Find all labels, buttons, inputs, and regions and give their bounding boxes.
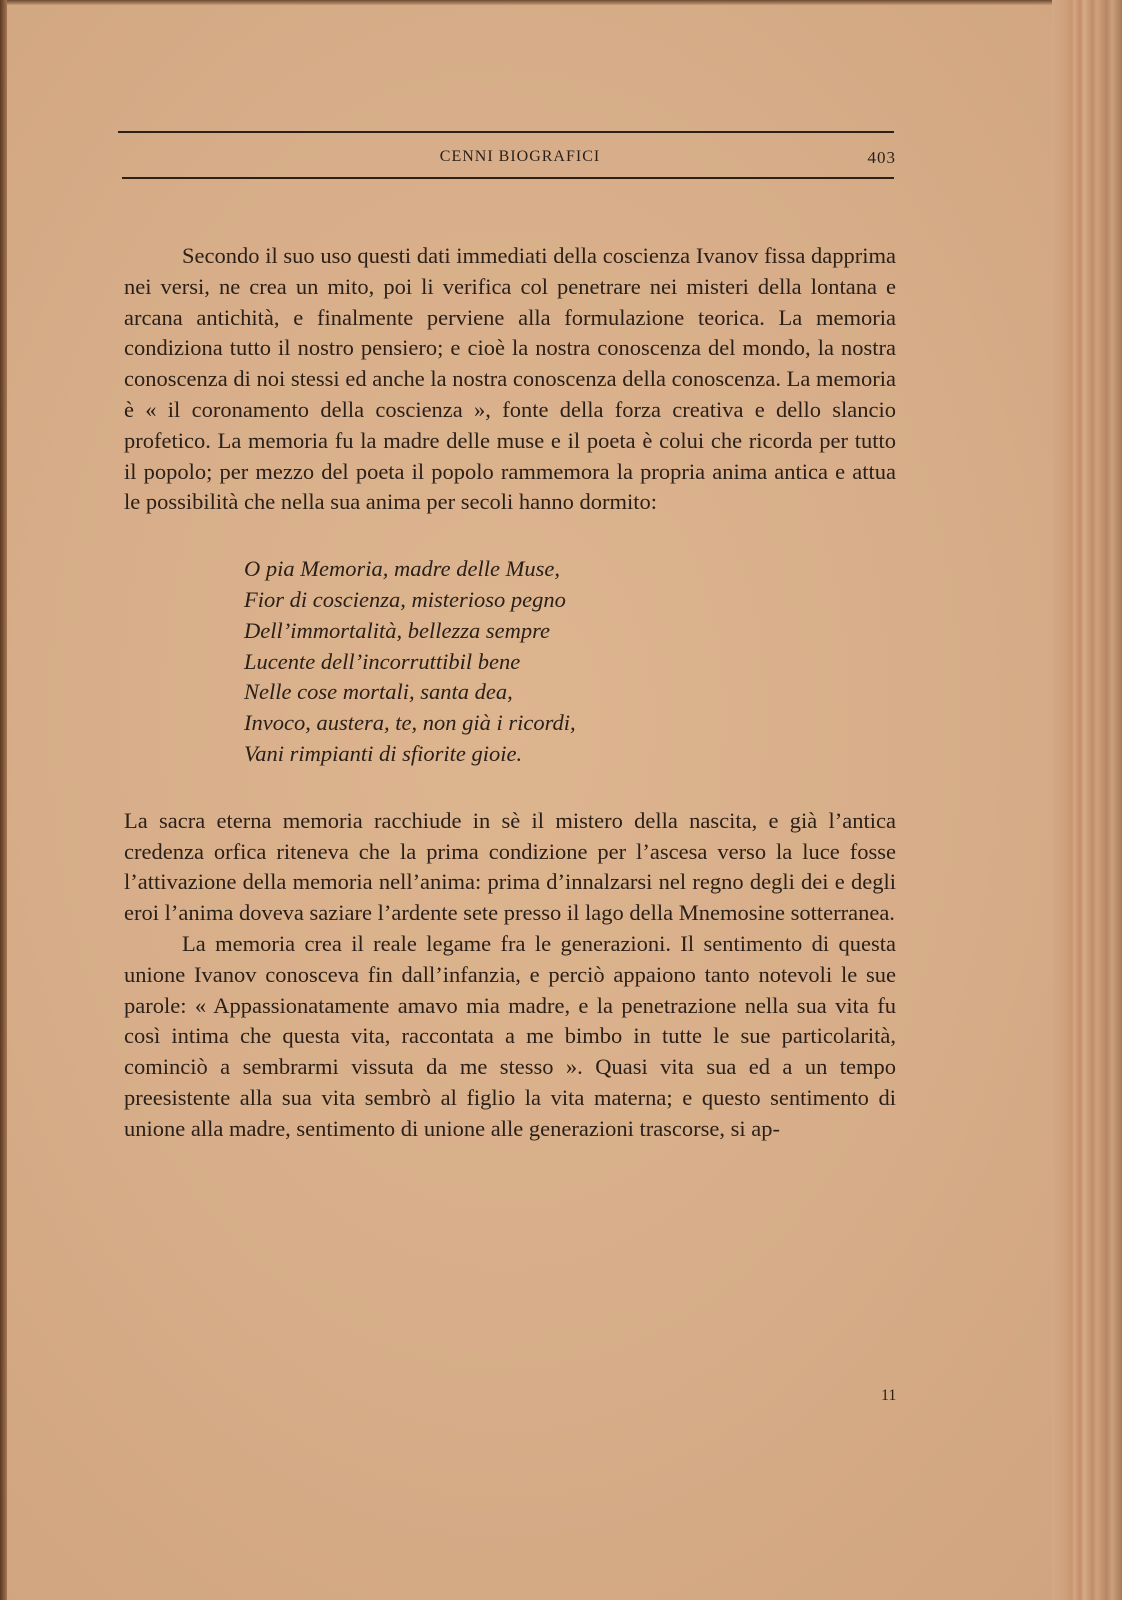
header-rule-bottom bbox=[122, 177, 894, 179]
page-left-edge bbox=[0, 0, 7, 1600]
running-title: CENNI BIOGRAFICI bbox=[439, 148, 601, 165]
paragraph-2: La sacra eterna memoria racchiude in sè il mistero della nascita, e già l’antica credenza orfica riteneva che la prima condizione per l’ascesa verso la luce fosse l’attivazione della memoria nell’anima: prima d’innalzarsi nel regno degli dei e degli eroi l’anima doveva saziare l’ardente sete presso il lago della Mnemosine sotterranea. bbox=[124, 807, 896, 926]
verse-line: Nelle cose mortali, santa dea, bbox=[244, 679, 513, 705]
signature-mark: 11 bbox=[881, 1387, 897, 1404]
verse-line: Fior di coscienza, misterioso pegno bbox=[244, 586, 566, 612]
page-fore-edge bbox=[1052, 0, 1122, 1600]
body-text bbox=[124, 241, 896, 1145]
verse-block bbox=[244, 554, 896, 770]
verse-line: Vani rimpianti di sfiorite gioie. bbox=[244, 740, 523, 766]
header-rule-top bbox=[118, 131, 894, 133]
running-head bbox=[120, 148, 896, 170]
verse-line: Lucente dell’incorruttibil bene bbox=[244, 648, 521, 674]
paragraph-3: La memoria crea il reale legame fra le generazioni. Il sentimento di questa unione Ivanov conosceva fin dall’infanzia, e perciò appaiono tanto notevoli le sue parole: « Appassionatamente amavo mia madre, e la penetrazione nella sua vita fu così intima che questa vita, raccontata a me bimbo in tutte le sue particolarità, cominciò a sembrarmi vissuta da me stesso ». Quasi vita sua ed a un tempo preesistente alla sua vita sembrò al figlio la vita materna; e questo sentimento di unione alla madre, sentimento di unione alle generazioni trascorse, si ap- bbox=[124, 930, 896, 1141]
page-number: 403 bbox=[867, 148, 896, 167]
verse-line: Invoco, austera, te, non già i ricordi, bbox=[244, 710, 576, 736]
paragraph-1: Secondo il suo uso questi dati immediati della coscienza Ivanov fissa dapprima nei versi, ne crea un mito, poi li verifica col penetrare nei misteri della lontana e arcana antichità, e finalmente perviene alla formulazione teorica. La memoria condiziona tutto il nostro pensiero; e cioè la nostra conoscenza del mondo, la nostra conoscenza di noi stessi ed anche la nostra conoscenza della conoscenza. La memoria è « il coronamento della coscienza », fonte della forza creativa e dello slancio profetico. La memoria fu la madre delle muse e il poeta è colui che ricorda per tutto il popolo; per mezzo del poeta il popolo rammemora la propria anima antica e attua le possibilità che nella sua anima per secoli hanno dormito: bbox=[124, 243, 896, 515]
page-top-edge bbox=[0, 0, 1122, 5]
verse-line: Dell’immortalità, bellezza sempre bbox=[244, 617, 551, 643]
verse-line: O pia Memoria, madre delle Muse, bbox=[244, 556, 560, 582]
